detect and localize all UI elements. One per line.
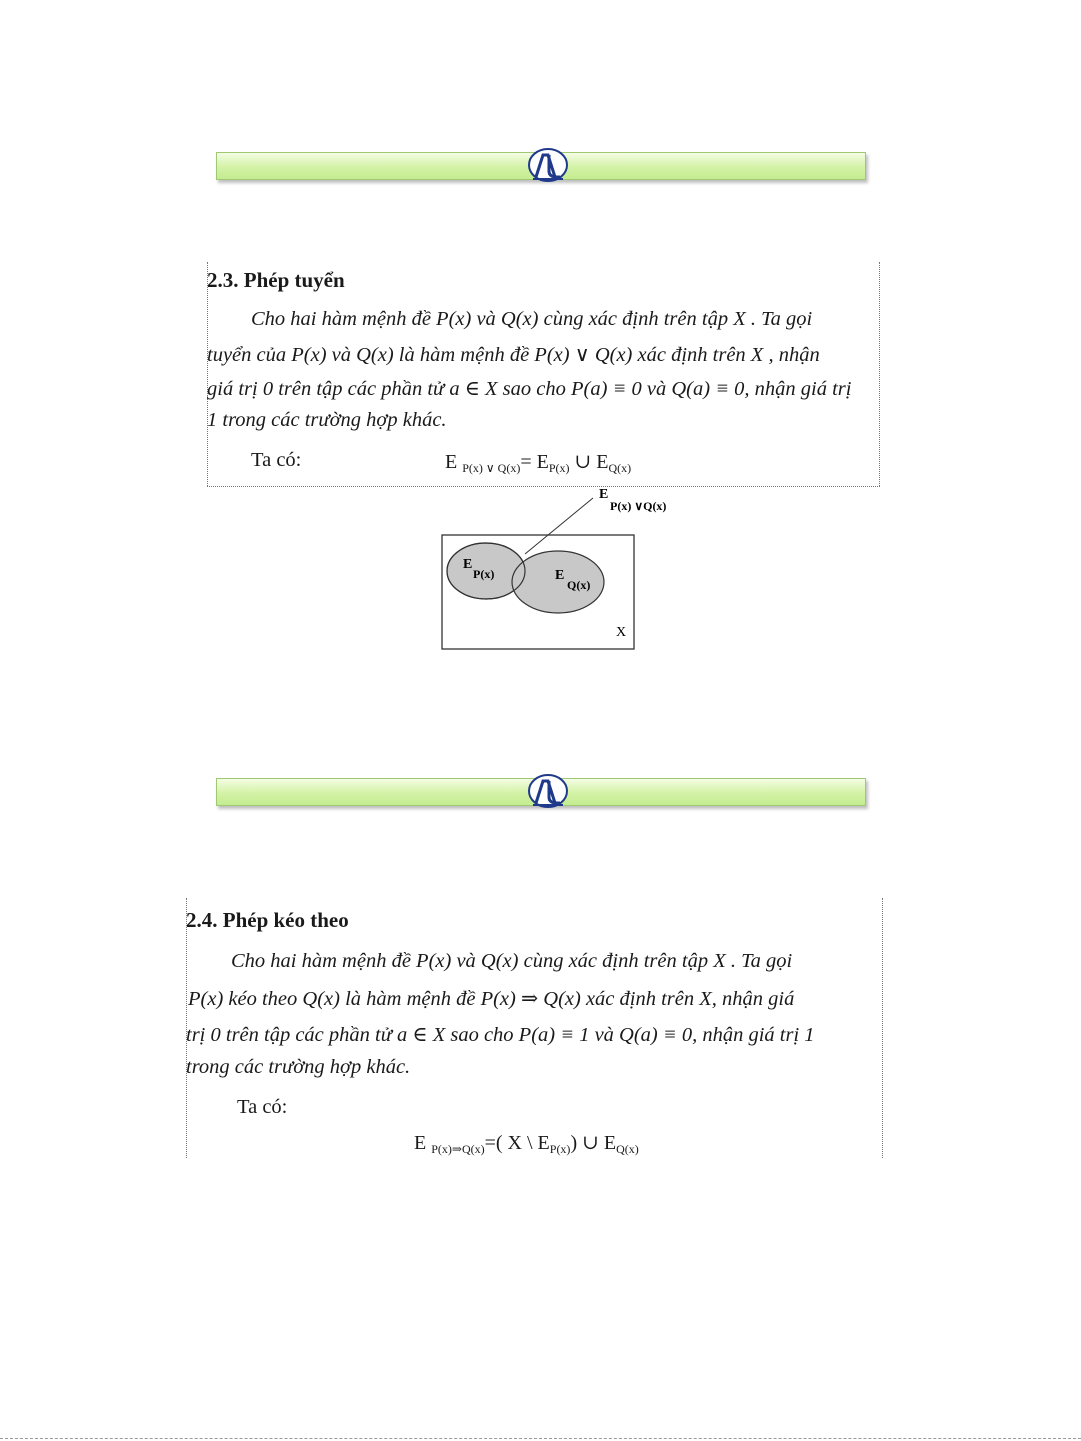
paragraph-line: trị 0 trên tập các phần tử a ∈ X sao cho P(a) ≡ 1 và Q(a) ≡ 0, nhận giá trị 1	[186, 1024, 815, 1046]
q-label-sub: Q(x)	[567, 578, 591, 592]
university-logo-icon	[527, 773, 569, 809]
paragraph-line: Cho hai hàm mệnh đề P(x) và Q(x) cùng xác định trên tập X . Ta gọi	[231, 950, 793, 972]
p-label-sub: P(x)	[473, 567, 495, 581]
universe-label: X	[616, 625, 627, 640]
disjunction-formula: E $_{P(x) \vee Q(x)}= E_{P(x)}$ ∪ $E_{Q(x)}$	[445, 451, 632, 475]
ta-co-label: Ta có:	[251, 449, 302, 471]
union-label: E	[599, 487, 609, 502]
header-banner	[216, 778, 866, 806]
paragraph-line: tuyển của P(x) và Q(x) là hàm mệnh đề P(x) ∨ Q(x) xác định trên X , nhận	[207, 344, 820, 366]
page-bottom-border	[0, 1438, 1081, 1439]
ta-co-label: Ta có:	[237, 1096, 288, 1118]
section-2-3	[207, 262, 880, 487]
section-2-4	[186, 898, 883, 1158]
paragraph-line: giá trị 0 trên tập các phần tử a ∈ X sao cho P(a) ≡ 0 và Q(a) ≡ 0, nhận giá trị	[207, 378, 852, 400]
header-banner	[216, 152, 866, 180]
paragraph-line: P(x) kéo theo Q(x) là hàm mệnh đề P(x) ⇒ Q(x) xác định trên X, nhận giá	[188, 988, 795, 1010]
union-label-sub: P(x) ∨Q(x)	[610, 499, 667, 513]
p-label: E	[463, 557, 473, 572]
university-logo-icon	[527, 147, 569, 183]
q-label: E	[555, 568, 565, 583]
paragraph-line: Cho hai hàm mệnh đề P(x) và Q(x) cùng xác định trên tập X . Ta gọi	[251, 308, 813, 330]
implication-formula: E $_{P(x)\Rightarrow Q(x)}$=( X \ $E_{P(x)}$) ∪ $E_{Q(x)}$	[414, 1132, 639, 1156]
section-heading: 2.4. Phép kéo theo	[186, 908, 349, 932]
section-heading: 2.3. Phép tuyển	[207, 268, 345, 292]
paragraph-line: trong các trường hợp khác.	[186, 1056, 411, 1078]
venn-diagram	[430, 484, 690, 656]
paragraph-line: 1 trong các trường hợp khác.	[207, 409, 447, 431]
